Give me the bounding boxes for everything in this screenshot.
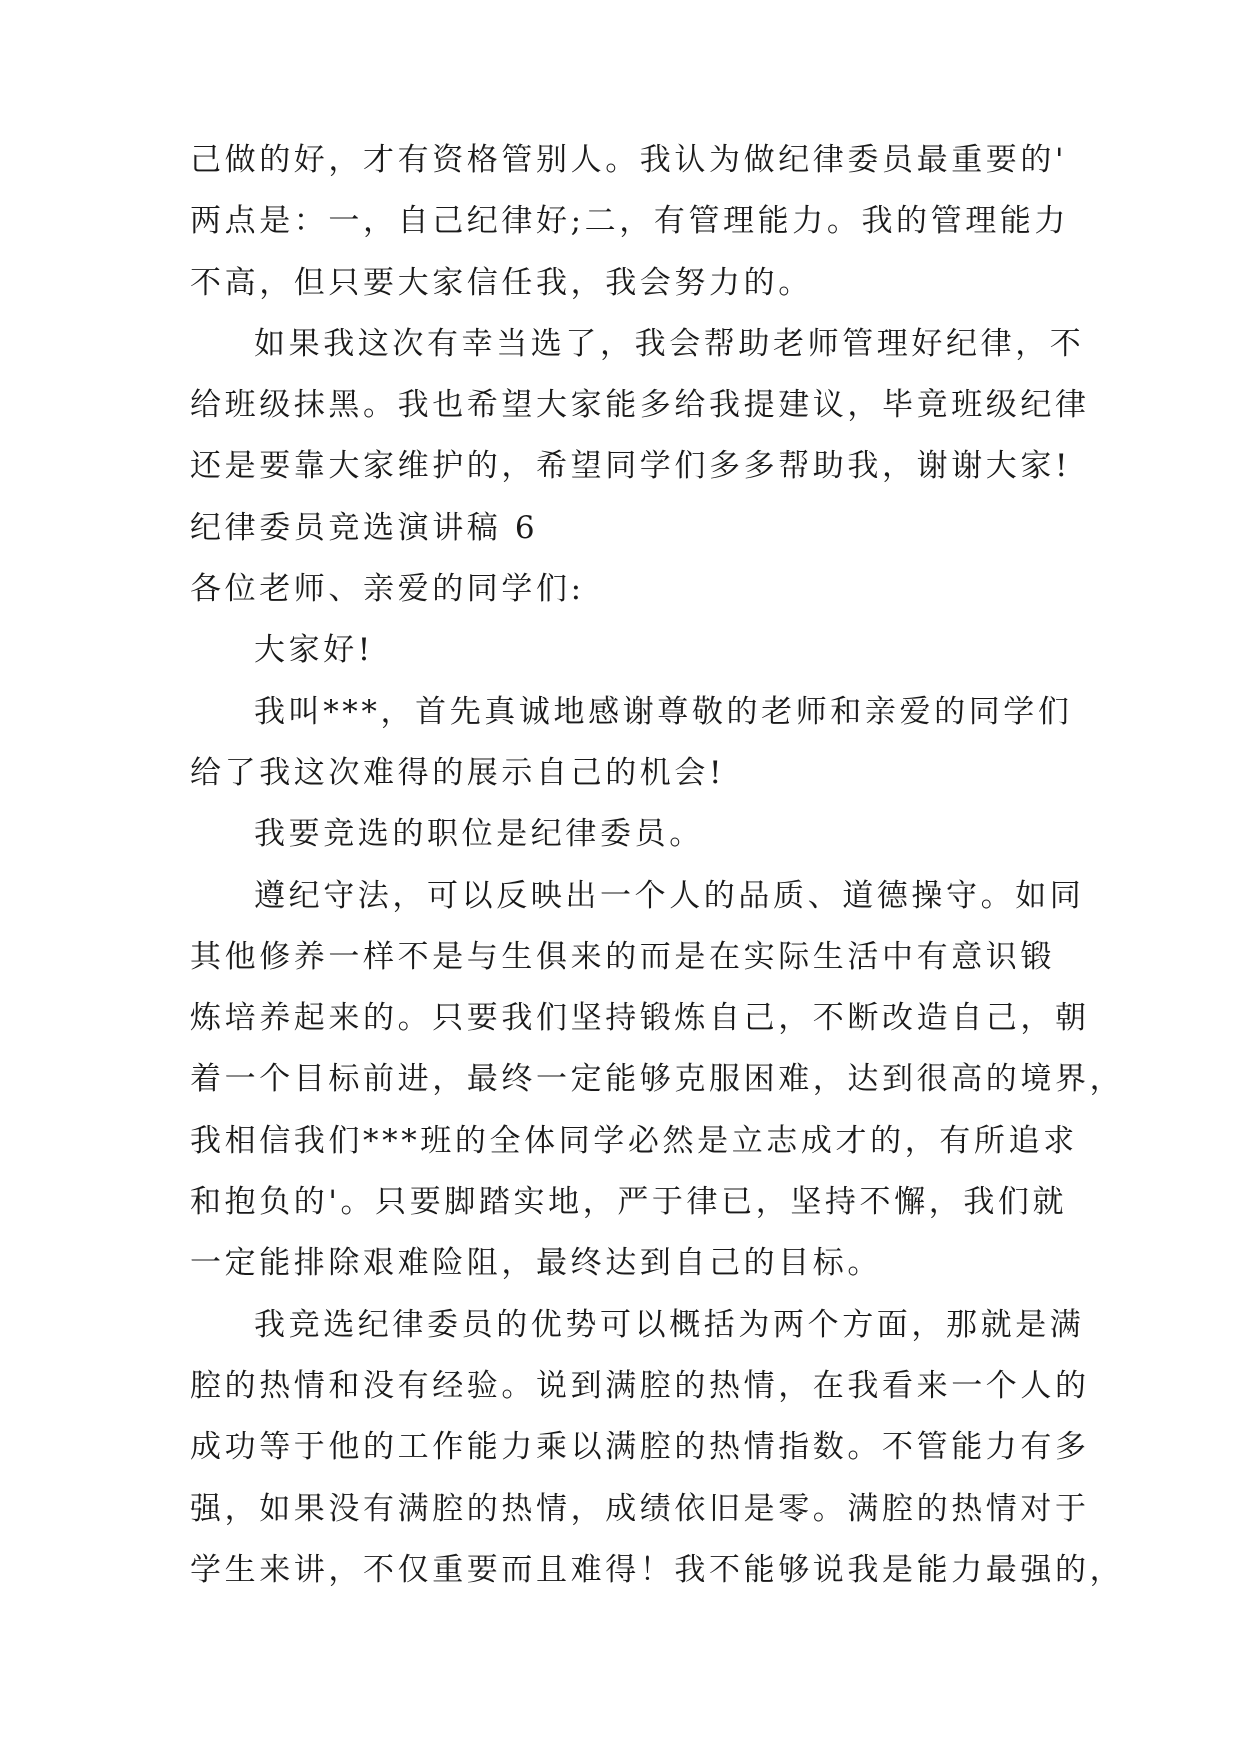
body-text [190, 130, 1125, 1601]
text-line: 给了我这次难得的展示自己的机会! [190, 754, 726, 791]
paragraph-start-line: 我叫***，首先真诚地感谢尊敬的老师和亲爱的同学们 [254, 693, 1073, 730]
text-line: 一定能排除艰难险阻，最终达到自己的目标。 [190, 1245, 882, 1282]
paragraph-start-line: 我要竞选的职位是纪律委员。 [254, 816, 704, 853]
text-line: 成功等于他的工作能力乘以满腔的热情指数。不管能力有多 [190, 1429, 1090, 1466]
paragraph-start-line: 遵纪守法，可以反映出一个人的品质、道德操守。如同 [254, 877, 1085, 914]
text-line: 炼培养起来的。只要我们坚持锻炼自己，不断改造自己，朝 [190, 1000, 1090, 1037]
paragraph-start-line: 如果我这次有幸当选了，我会帮助老师管理好纪律，不 [254, 325, 1085, 362]
text-line: 强，如果没有满腔的热情，成绩依旧是零。满腔的热情对于 [190, 1490, 1090, 1527]
section-heading: 纪律委员竞选演讲稿 6 [190, 509, 539, 546]
text-line: 不高，但只要大家信任我，我会努力的。 [190, 264, 813, 301]
text-line: 我相信我们***班的全体同学必然是立志成才的，有所追求 [190, 1122, 1078, 1159]
text-line: 给班级抹黑。我也希望大家能多给我提建议，毕竟班级纪律 [190, 387, 1090, 424]
paragraph-start-line: 我竞选纪律委员的优势可以概括为两个方面，那就是满 [254, 1306, 1085, 1343]
salutation: 各位老师、亲爱的同学们: [190, 571, 585, 608]
text-line: 其他修养一样不是与生俱来的而是在实际生活中有意识锻 [190, 938, 1055, 975]
text-line: 学生来讲，不仅重要而且难得！我不能够说我是能力最强的， [190, 1551, 1125, 1588]
text-line: 腔的热情和没有经验。说到满腔的热情，在我看来一个人的 [190, 1367, 1090, 1404]
text-line: 和抱负的'。只要脚踏实地，严于律已，坚持不懈，我们就 [190, 1184, 1068, 1221]
text-line: 己做的好，才有资格管别人。我认为做纪律委员最重要的' [190, 142, 1068, 178]
text-line: 还是要靠大家维护的，希望同学们多多帮助我，谢谢大家! [190, 448, 1072, 485]
text-line: 两点是：一，自己纪律好;二，有管理能力。我的管理能力 [190, 203, 1070, 240]
greeting: 大家好! [254, 632, 374, 669]
text-line: 着一个目标前进，最终一定能够克服困难，达到很高的境界， [190, 1061, 1125, 1098]
